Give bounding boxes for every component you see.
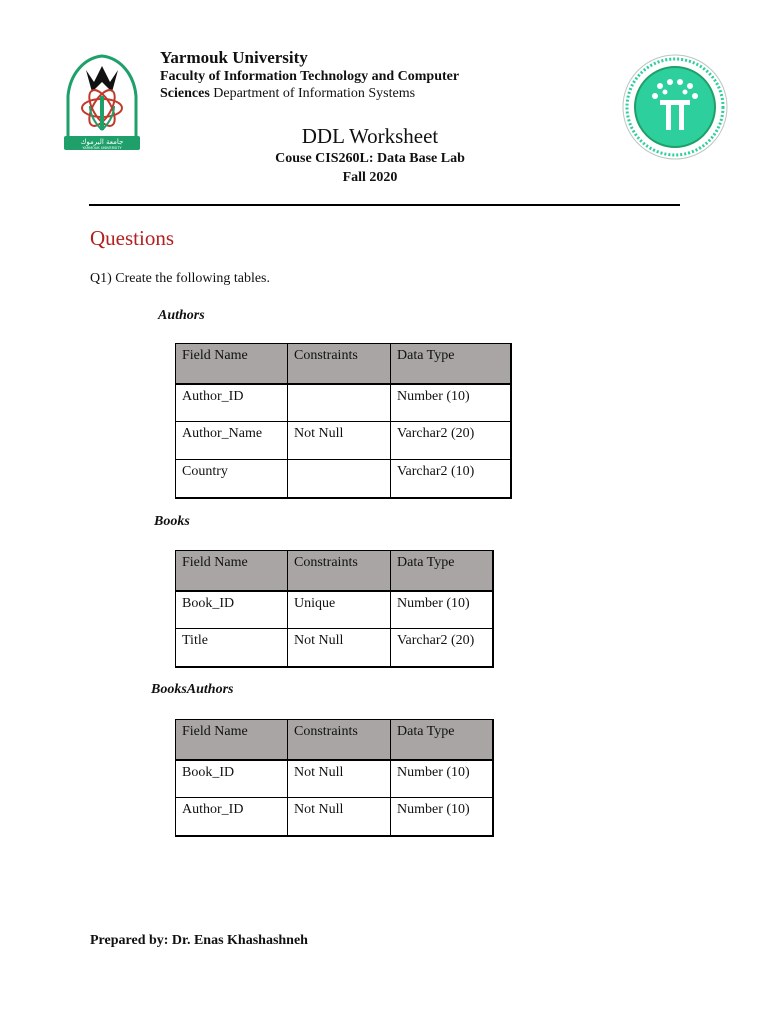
table-cell: Varchar2 (20) bbox=[391, 422, 511, 460]
table-cell: Author_ID bbox=[176, 798, 288, 836]
left-logo-english: YARMOUK UNIVERSITY bbox=[82, 146, 122, 150]
header-cell: Constraints bbox=[288, 551, 391, 591]
table-cell: Not Null bbox=[288, 629, 391, 667]
table-cell bbox=[288, 460, 391, 498]
term-line: Fall 2020 bbox=[342, 170, 398, 185]
table-row bbox=[176, 460, 511, 498]
table-header-row bbox=[176, 344, 511, 384]
table-cell: Not Null bbox=[288, 798, 391, 836]
header-cell: Data Type bbox=[391, 344, 511, 384]
authors-table bbox=[175, 343, 512, 499]
books-table bbox=[175, 550, 494, 668]
table-cell: Number (10) bbox=[391, 760, 493, 798]
table-cell: Number (10) bbox=[391, 798, 493, 836]
table-row bbox=[176, 629, 493, 667]
table-row bbox=[176, 384, 511, 422]
department-name: Department of Information Systems bbox=[209, 86, 416, 101]
table-row bbox=[176, 591, 493, 629]
table-cell bbox=[288, 384, 391, 422]
table-cell: Author_Name bbox=[176, 422, 288, 460]
table-header-row bbox=[176, 720, 493, 760]
table-cell: Country bbox=[176, 460, 288, 498]
department-line bbox=[160, 86, 415, 102]
prepared-by: Prepared by: Dr. Enas Khashashneh bbox=[90, 933, 308, 948]
header-cell: Field Name bbox=[176, 344, 288, 384]
table-cell: Title bbox=[176, 629, 288, 667]
table-cell: Varchar2 (10) bbox=[391, 460, 511, 498]
header-cell: Data Type bbox=[391, 720, 493, 760]
table-title-booksauthors: BooksAuthors bbox=[151, 682, 234, 697]
header-cell: Constraints bbox=[288, 720, 391, 760]
header-cell: Constraints bbox=[288, 344, 391, 384]
section-heading: Questions bbox=[90, 226, 174, 250]
table-cell: Number (10) bbox=[391, 384, 511, 422]
header-divider bbox=[89, 204, 680, 206]
left-logo-arabic: جامعة اليرموك bbox=[80, 138, 124, 146]
booksauthors-table bbox=[175, 719, 494, 837]
faculty-name: Faculty of Information Technology and Computer bbox=[160, 69, 460, 84]
table-row bbox=[176, 760, 493, 798]
table-cell: Varchar2 (20) bbox=[391, 629, 493, 667]
table-header-row bbox=[176, 551, 493, 591]
worksheet-title: DDL Worksheet bbox=[301, 124, 439, 148]
table-cell: Not Null bbox=[288, 760, 391, 798]
question-text: Q1) Create the following tables. bbox=[90, 271, 271, 286]
table-cell: Author_ID bbox=[176, 384, 288, 422]
table-cell: Number (10) bbox=[391, 591, 493, 629]
university-name: Yarmouk University bbox=[160, 48, 308, 67]
table-cell: Not Null bbox=[288, 422, 391, 460]
table-cell: Unique bbox=[288, 591, 391, 629]
faculty-name-continued: Sciences bbox=[160, 86, 210, 101]
table-cell: Book_ID bbox=[176, 760, 288, 798]
table-row bbox=[176, 798, 493, 836]
header-cell: Data Type bbox=[391, 551, 493, 591]
table-title-books: Books bbox=[154, 514, 190, 529]
table-row bbox=[176, 422, 511, 460]
header-cell: Field Name bbox=[176, 551, 288, 591]
table-title-authors: Authors bbox=[158, 308, 205, 323]
header-cell: Field Name bbox=[176, 720, 288, 760]
table-cell: Book_ID bbox=[176, 591, 288, 629]
course-line: Couse CIS260L: Data Base Lab bbox=[275, 151, 465, 166]
